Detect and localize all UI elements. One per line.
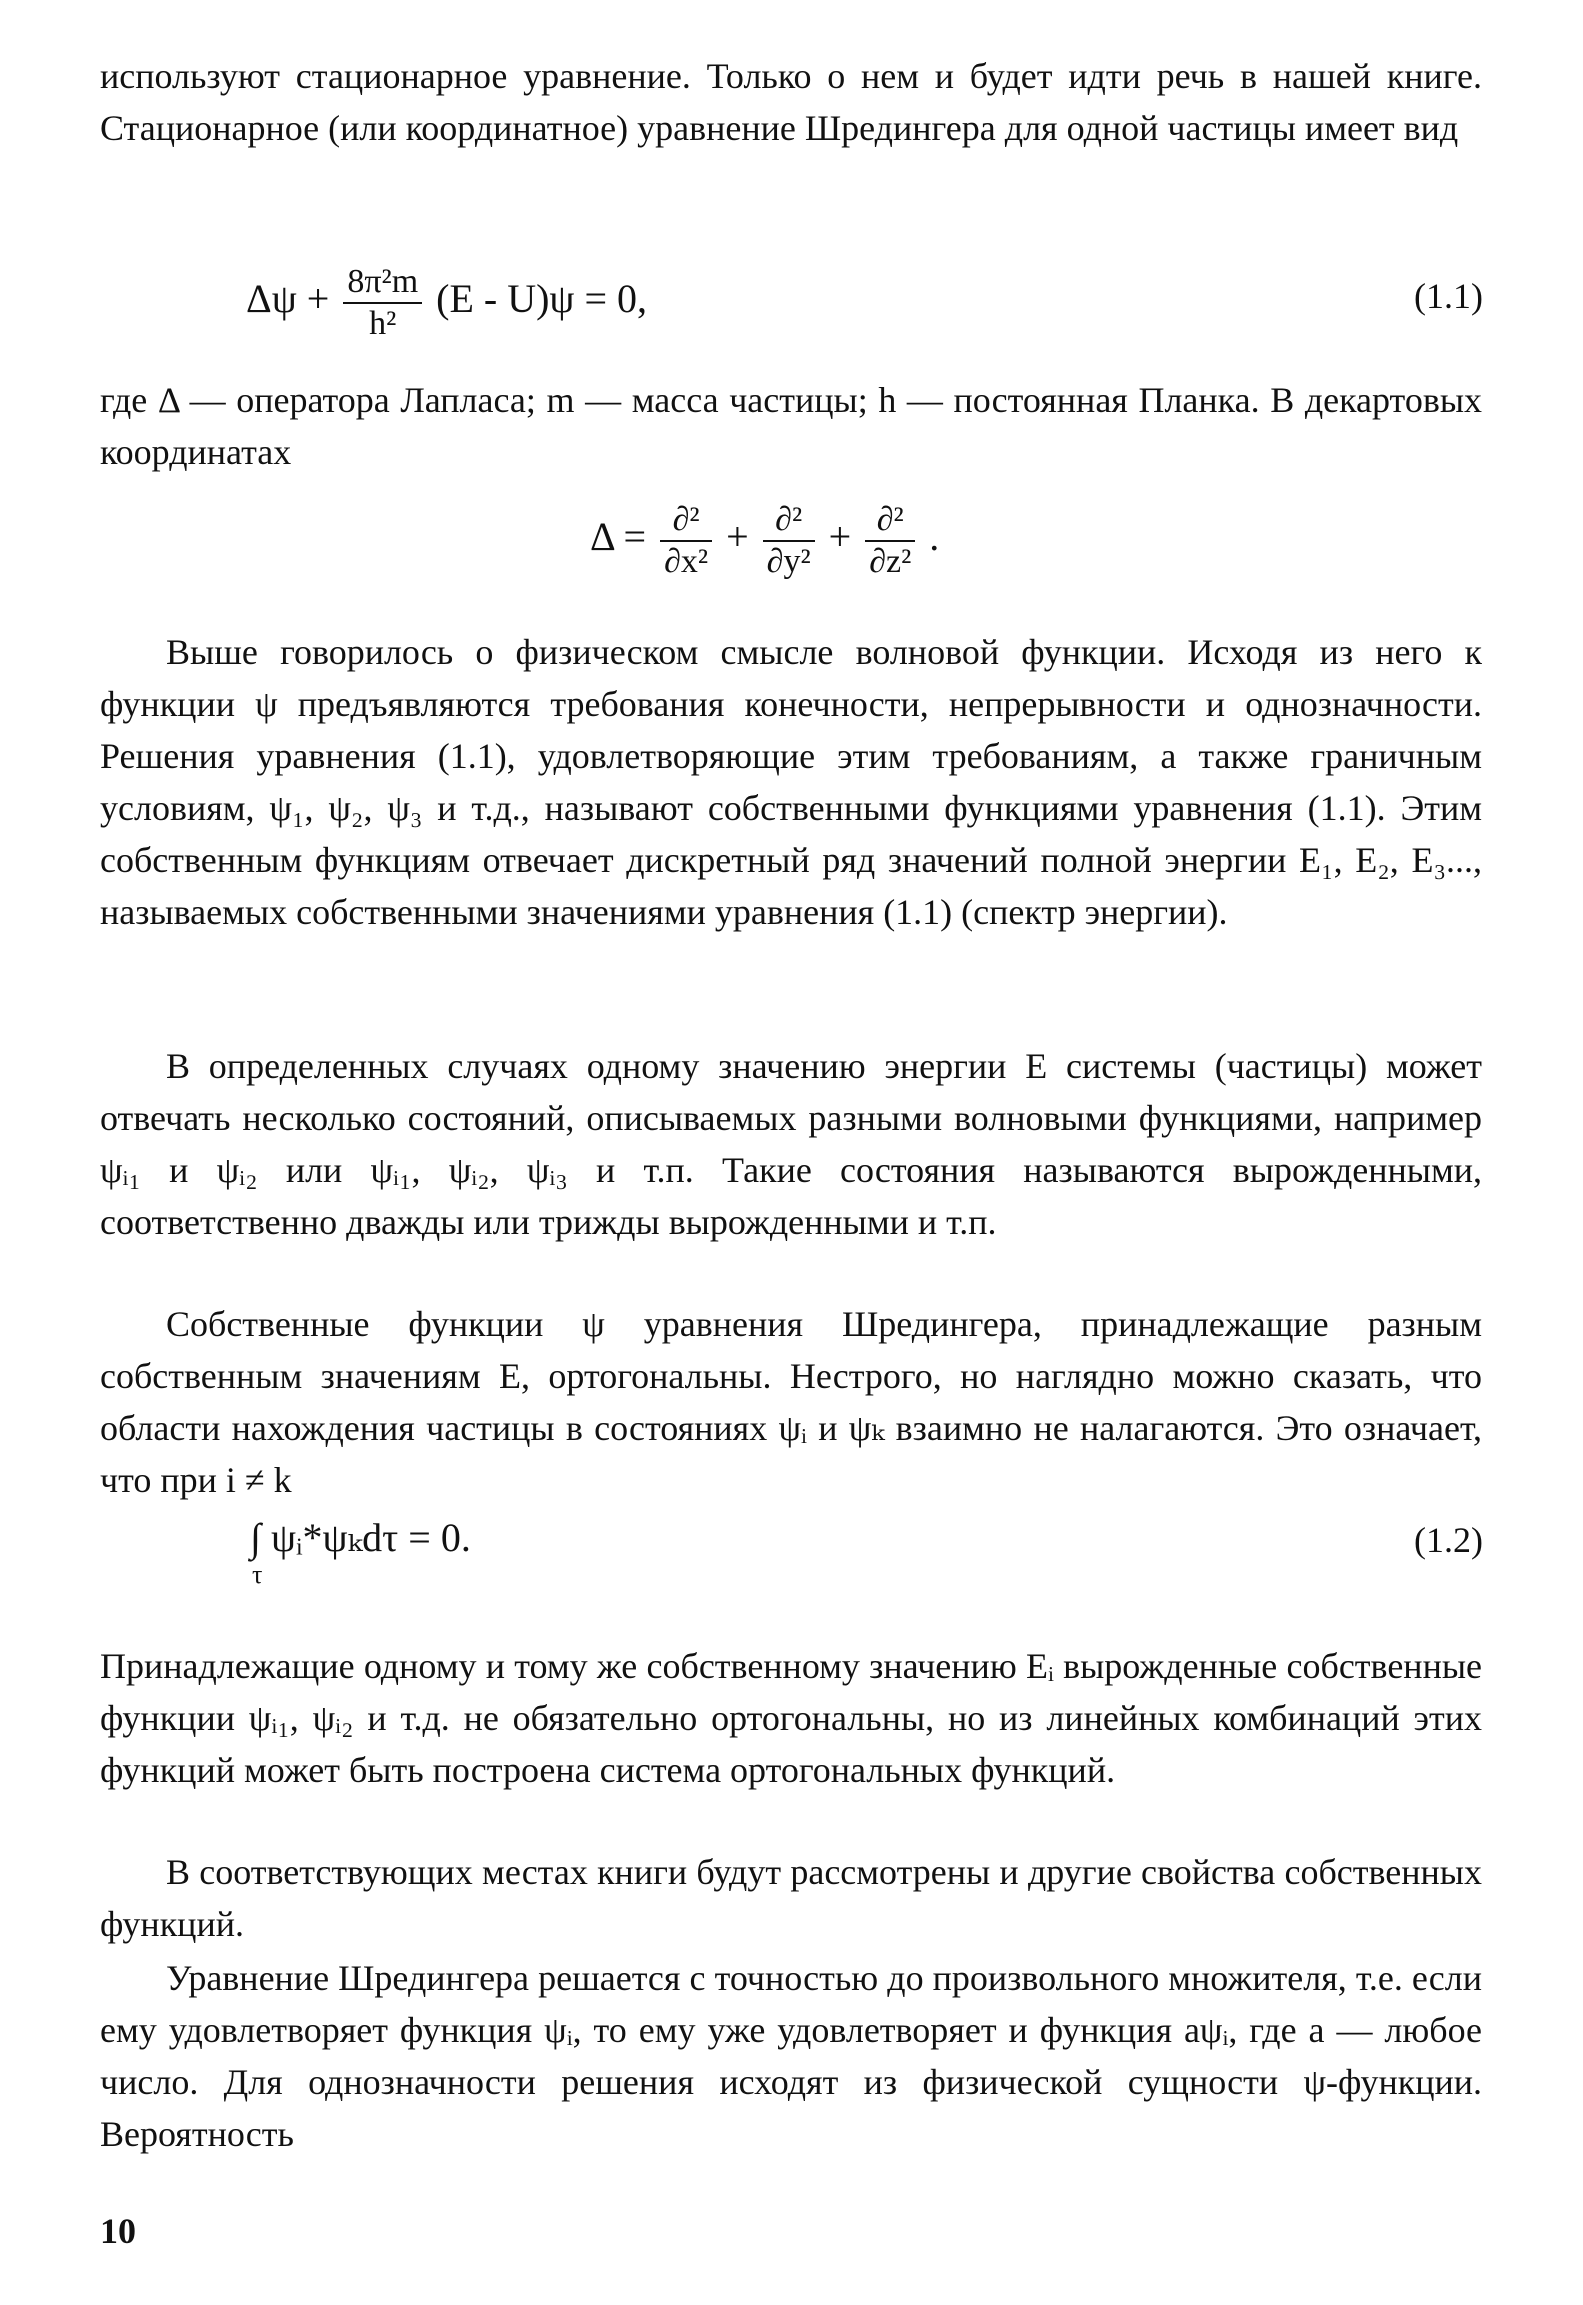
laplace-term-z xyxy=(865,500,915,582)
eq1-fraction xyxy=(343,262,422,344)
paragraph-4: В определенных случаях одному значению энергии E системы (частицы) может отвечать несколько состояний, описываемых разными волновыми функциями, например ψᵢ₁ и ψᵢ₂ или ψᵢ₁, ψᵢ₂, ψᵢ₃ и т.п. Такие состояния называются вырожденными, соответственно дважды или трижды вырожденными и т.п. xyxy=(100,1046,1482,1242)
laplace-x-num: ∂² xyxy=(660,500,712,542)
integral-sign: ∫ xyxy=(250,1515,261,1560)
laplace-y-den: ∂y² xyxy=(766,543,811,580)
paragraph-6: Принадлежащие одному и тому же собственному значению Eᵢ вырожденные собственные функции ψᵢ₁, ψᵢ₂ и т.д. не обязательно ортогональны, но из линейных комбинаций этих функций может быть построена система ортогональных функций. xyxy=(100,1646,1482,1790)
paragraph-8: Уравнение Шредингера решается с точностью до произвольного множителя, т.е. если ему удовлетворяет функция ψᵢ, то ему уже удовлетворяет и функция aψᵢ, где a — любое число. Для однозначности решения исходят из физической сущности ψ-функции. Вероятность xyxy=(100,1958,1482,2154)
eq1-right: (E - U)ψ = 0, xyxy=(436,276,648,322)
paragraph-5: Собственные функции ψ уравнения Шредингера, принадлежащие разным собственным значениям E, ортогональны. Нестрого, но наглядно можно сказать, что области нахождения частицы в состояниях ψᵢ и ψₖ взаимно не налагаются. Это означает, что при i ≠ k xyxy=(100,1304,1482,1500)
laplace-z-num: ∂² xyxy=(865,500,915,542)
laplace-end: . xyxy=(929,514,940,560)
plus-sign: + xyxy=(726,514,749,560)
laplace-y-num: ∂² xyxy=(763,500,815,542)
laplace-x-den: ∂x² xyxy=(664,543,709,580)
eq1-left: Δψ + xyxy=(246,276,330,322)
laplace-equation xyxy=(590,500,939,582)
laplace-z-den: ∂z² xyxy=(869,543,912,580)
equation-1-2-label: (1.2) xyxy=(1414,1520,1483,1560)
eq1-denominator: h² xyxy=(369,305,397,342)
paragraph-1: используют стационарное уравнение. Только о нем и будет идти речь в нашей книге. Стационарное (или координатное) уравнение Шредингера для одной частицы имеет вид xyxy=(100,56,1482,148)
integral-limit: τ xyxy=(252,1560,263,1589)
equation-1-1 xyxy=(246,262,647,344)
paragraph-2: где Δ — оператора Лапласа; m — масса частицы; h — постоянная Планка. В декартовых координатах xyxy=(100,380,1482,472)
paragraph-7: В соответствующих местах книги будут рассмотрены и другие свойства собственных функций. xyxy=(100,1852,1482,1944)
page-number: 10 xyxy=(100,2211,136,2251)
eq1-numerator: 8π²m xyxy=(343,262,422,304)
paragraph-3: Выше говорилось о физическом смысле волновой функции. Исходя из него к функции ψ предъявляются требования конечности, непрерывности и однозначности. Решения уравнения (1.1), удовлетворяющие этим требованиям, а также граничным условиям, ψ₁, ψ₂, ψ₃ и т.д., называют собственными функциями уравнения (1.1). Этим собственным функциям отвечает дискретный ряд значений полной энергии E₁, E₂, E₃..., называемых собственными значениями уравнения (1.1) (спектр энергии). xyxy=(100,632,1482,932)
plus-sign: + xyxy=(828,514,852,560)
equation-1-2 xyxy=(250,1512,471,1564)
laplace-term-y xyxy=(763,500,815,582)
laplace-term-x xyxy=(660,500,712,582)
laplace-left: Δ = xyxy=(590,514,647,560)
equation-1-1-label: (1.1) xyxy=(1414,276,1483,316)
eq2-body: ψᵢ*ψₖdτ = 0. xyxy=(270,1515,471,1560)
